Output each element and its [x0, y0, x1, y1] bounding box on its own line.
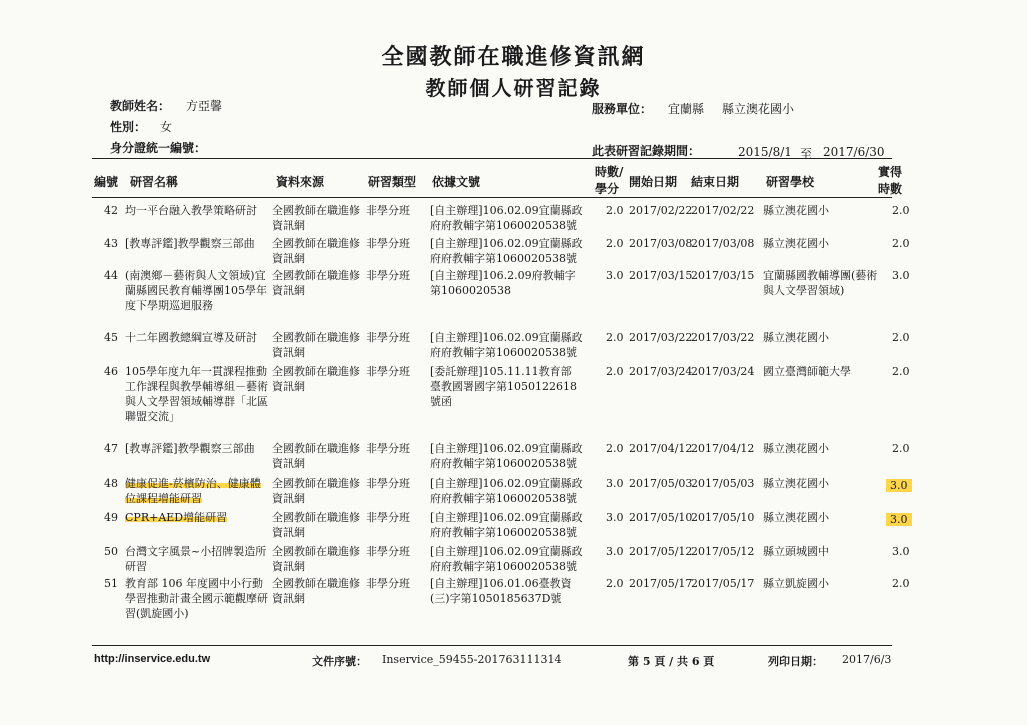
- row-doc: [自主辦理]106.02.09宜蘭縣政府府教輔字第1060020538號: [430, 545, 583, 573]
- row-name-highlighted: [125, 476, 268, 506]
- row-start: 2017/05/17: [629, 577, 693, 590]
- highlight-marker: 3.0: [886, 513, 912, 526]
- footer-rule: [92, 645, 892, 646]
- row-actual-highlighted: [886, 512, 912, 527]
- row-actual: 2.0: [892, 331, 910, 344]
- col-header-end: 結束日期: [691, 175, 740, 189]
- row-end: 2017/05/03: [691, 477, 755, 490]
- highlight-marker: 3.0: [886, 479, 912, 492]
- row-actual: 2.0: [892, 577, 910, 590]
- row-source: 全國教師在職進修資訊網: [272, 204, 360, 232]
- row-name: 教育部 106 年度國中小行動學習推動計畫全國示範觀摩研習(凱旋國小): [125, 577, 268, 620]
- row-hours: 3.0: [606, 477, 624, 490]
- unit-label: 服務單位：: [592, 102, 653, 116]
- col-header-no: 編號: [94, 175, 119, 189]
- row-hours: 2.0: [606, 204, 624, 217]
- row-type: 非學分班: [366, 511, 410, 524]
- period-start: 2015/8/1: [738, 145, 792, 159]
- col-header-hours-2: 學分: [595, 182, 620, 196]
- row-start: 2017/05/12: [629, 545, 693, 558]
- row-school: 縣立澳花國小: [763, 204, 829, 217]
- row-no: 43: [104, 237, 118, 250]
- table-top-rule: [92, 158, 892, 159]
- row-type: 非學分班: [366, 545, 410, 558]
- row-name-highlighted: [125, 510, 268, 525]
- row-actual: 2.0: [892, 204, 910, 217]
- gender-value: 女: [160, 120, 173, 134]
- period-label: 此表研習記錄期間：: [592, 144, 701, 158]
- row-no: 42: [104, 204, 118, 217]
- row-actual: 2.0: [892, 442, 910, 455]
- row-end: 2017/03/24: [691, 365, 755, 378]
- row-start: 2017/05/10: [629, 511, 693, 524]
- row-hours: 2.0: [606, 237, 624, 250]
- footer-doc-label: 文件序號：: [312, 655, 367, 668]
- row-source: 全國教師在職進修資訊網: [272, 442, 360, 470]
- unit-school: 縣立澳花國小: [722, 102, 795, 116]
- footer-url: http://inservice.edu.tw: [94, 653, 211, 665]
- row-no: 46: [104, 365, 118, 378]
- row-no: 49: [104, 511, 118, 524]
- row-name: [教專評鑑]教學觀察三部曲: [125, 237, 255, 250]
- footer-doc-value: Inservice_59455-201763111314: [382, 653, 562, 666]
- row-type: 非學分班: [366, 577, 410, 590]
- row-type: 非學分班: [366, 442, 410, 455]
- row-hours: 3.0: [606, 511, 624, 524]
- footer-page: 第 5 頁 / 共 6 頁: [628, 655, 715, 668]
- row-school: 縣立澳花國小: [763, 237, 829, 250]
- row-name: [教專評鑑]教學觀察三部曲: [125, 442, 255, 455]
- row-doc: [自主辦理]106.01.06臺教資(三)字第1050185637D號: [430, 577, 572, 605]
- row-source: 全國教師在職進修資訊網: [272, 365, 360, 393]
- row-no: 44: [104, 269, 118, 282]
- teacher-name-value: 方亞馨: [186, 99, 223, 113]
- row-school: 縣立澳花國小: [763, 511, 829, 524]
- row-type: 非學分班: [366, 477, 410, 490]
- col-header-doc: 依據文號: [432, 175, 481, 189]
- row-no: 48: [104, 477, 118, 490]
- col-header-type: 研習類型: [368, 175, 417, 189]
- footer-print-label: 列印日期：: [768, 655, 823, 668]
- unit-county: 宜蘭縣: [668, 102, 705, 116]
- row-doc: [自主辦理]106.02.09宜蘭縣政府府教輔字第1060020538號: [430, 477, 583, 505]
- row-hours: 2.0: [606, 331, 624, 344]
- row-actual: 2.0: [892, 365, 910, 378]
- row-hours: 2.0: [606, 365, 624, 378]
- row-start: 2017/03/22: [629, 331, 693, 344]
- row-start: 2017/02/22: [629, 204, 693, 217]
- row-end: 2017/04/12: [691, 442, 755, 455]
- row-name: 台灣文字風景~小招牌製造所研習: [125, 545, 267, 573]
- row-school: 宜蘭縣國教輔導團(藝術與人文學習領域): [763, 269, 878, 297]
- row-hours: 2.0: [606, 442, 624, 455]
- footer-print-value: 2017/6/3: [842, 653, 892, 666]
- highlight-marker: CPR+AED增能研習: [125, 511, 228, 524]
- row-school: 縣立凱旋國小: [763, 577, 829, 590]
- row-start: 2017/03/08: [629, 237, 693, 250]
- table-header-rule: [92, 197, 892, 198]
- row-type: 非學分班: [366, 365, 410, 378]
- id-label: 身分證統一編號：: [110, 141, 207, 155]
- document-subtitle: 教師個人研習記錄: [425, 76, 602, 100]
- row-hours: 2.0: [606, 577, 624, 590]
- row-end: 2017/02/22: [691, 204, 755, 217]
- row-name: 十二年國教總綱宣導及研討: [125, 331, 257, 344]
- document-title: 全國教師在職進修資訊網: [381, 44, 646, 70]
- period-to: 至: [800, 147, 813, 161]
- row-actual: 3.0: [892, 269, 910, 282]
- row-school: 縣立澳花國小: [763, 442, 829, 455]
- row-school: 縣立頭城國中: [763, 545, 829, 558]
- period-end: 2017/6/30: [823, 145, 885, 159]
- row-source: 全國教師在職進修資訊網: [272, 331, 360, 359]
- row-actual-highlighted: [886, 478, 912, 493]
- col-header-name: 研習名稱: [130, 175, 179, 189]
- row-type: 非學分班: [366, 331, 410, 344]
- row-source: 全國教師在職進修資訊網: [272, 545, 360, 573]
- row-type: 非學分班: [366, 269, 410, 282]
- row-name: (南澳鄉－藝術與人文領域)宜蘭縣國民教育輔導團105學年度下學期巡迴服務: [125, 269, 267, 312]
- row-start: 2017/03/15: [629, 269, 693, 282]
- col-header-source: 資料來源: [276, 175, 325, 189]
- col-header-start: 開始日期: [629, 175, 678, 189]
- row-source: 全國教師在職進修資訊網: [272, 269, 360, 297]
- row-hours: 3.0: [606, 545, 624, 558]
- row-doc: [自主辦理]106.2.09府教輔字第1060020538: [430, 269, 576, 297]
- row-source: 全國教師在職進修資訊網: [272, 477, 360, 505]
- row-source: 全國教師在職進修資訊網: [272, 237, 360, 265]
- highlight-marker: 健康促進-菸檳防治、健康體位課程增能研習: [125, 477, 261, 505]
- teacher-name-label: 教師姓名：: [110, 99, 171, 113]
- row-doc: [委託辦理]105.11.11教育部 臺教國署國字第1050122618號函: [430, 365, 577, 408]
- row-no: 51: [104, 577, 118, 590]
- row-end: 2017/03/08: [691, 237, 755, 250]
- row-source: 全國教師在職進修資訊網: [272, 511, 360, 539]
- row-doc: [自主辦理]106.02.09宜蘭縣政府府教輔字第1060020538號: [430, 511, 583, 539]
- row-school: 縣立澳花國小: [763, 477, 829, 490]
- col-header-actual-2: 時數: [878, 182, 903, 196]
- row-end: 2017/05/17: [691, 577, 755, 590]
- gender-label: 性別：: [110, 120, 147, 134]
- row-source: 全國教師在職進修資訊網: [272, 577, 360, 605]
- row-hours: 3.0: [606, 269, 624, 282]
- row-actual: 3.0: [892, 545, 910, 558]
- row-start: 2017/03/24: [629, 365, 693, 378]
- row-name: 105學年度九年一貫課程推動工作課程與教學輔導組－藝術與人文學習領域輔導群「北區聯盟交流」: [125, 365, 268, 423]
- row-name: 均一平台融入教學策略研討: [125, 204, 257, 217]
- row-doc: [自主辦理]106.02.09宜蘭縣政府府教輔字第1060020538號: [430, 237, 583, 265]
- row-type: 非學分班: [366, 204, 410, 217]
- row-doc: [自主辦理]106.02.09宜蘭縣政府府教輔字第1060020538號: [430, 204, 583, 232]
- col-header-school: 研習學校: [766, 175, 815, 189]
- row-no: 47: [104, 442, 118, 455]
- row-actual: 2.0: [892, 237, 910, 250]
- row-end: 2017/03/22: [691, 331, 755, 344]
- row-no: 45: [104, 331, 118, 344]
- row-doc: [自主辦理]106.02.09宜蘭縣政府府教輔字第1060020538號: [430, 331, 583, 359]
- col-header-hours-1: 時數/: [595, 165, 624, 179]
- col-header-actual-1: 實得: [878, 165, 903, 179]
- row-school: 國立臺灣師範大學: [763, 365, 851, 378]
- row-no: 50: [104, 545, 118, 558]
- row-end: 2017/05/10: [691, 511, 755, 524]
- row-school: 縣立澳花國小: [763, 331, 829, 344]
- row-doc: [自主辦理]106.02.09宜蘭縣政府府教輔字第1060020538號: [430, 442, 583, 470]
- row-start: 2017/04/12: [629, 442, 693, 455]
- row-type: 非學分班: [366, 237, 410, 250]
- row-end: 2017/05/12: [691, 545, 755, 558]
- row-end: 2017/03/15: [691, 269, 755, 282]
- row-start: 2017/05/03: [629, 477, 693, 490]
